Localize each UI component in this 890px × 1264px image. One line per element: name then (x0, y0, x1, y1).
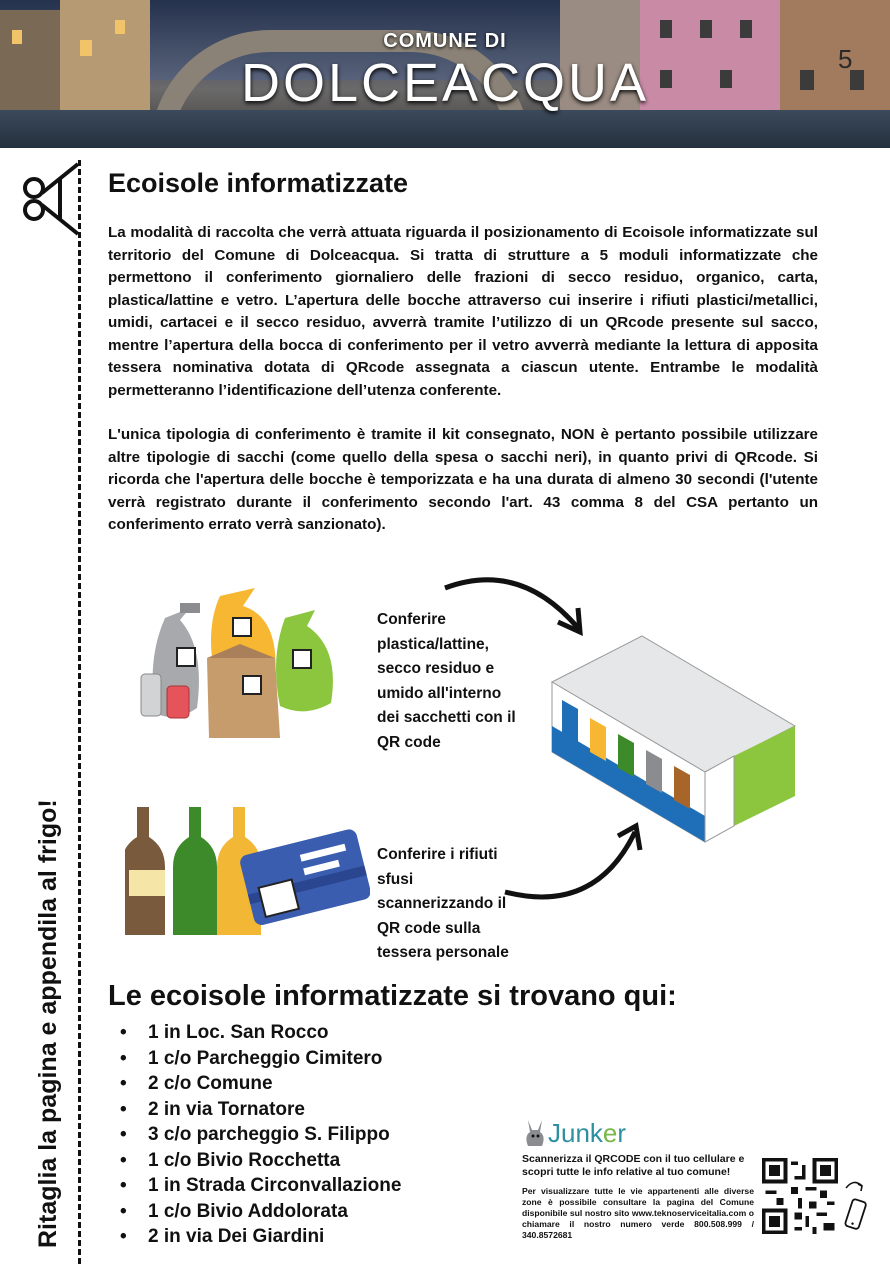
glass-caption: Conferire i rifiuti sfusi scannerizzando il QR code sulla tessera personale (377, 846, 509, 961)
location-item: • 1 c/o Bivio Rocchetta (120, 1148, 401, 1174)
location-item: • 1 c/o Bivio Addolorata (120, 1199, 401, 1225)
paragraph-2: L'unica tipologia di conferimento è tramite il kit consegnato, NON è pertanto possibile utilizzare altre tipologie di sacchi (come quello della spesa o sacchi neri), in quanto privi di QRcode. Si ricorda che l'apertura delle bocche è temporizzata e ha una durata di almeno 30 secondi (l'utente verrà registrato durante il conferimento secondo l'art. 43 comma 8 del CSA pertanto un conferimento errato verrà sanzionato). (108, 426, 818, 533)
bags-caption: Conferire plastica/lattine, secco residuo e umido all'interno dei sacchetti con il QR code (377, 611, 516, 751)
location-item: • 2 in via Tornatore (120, 1097, 401, 1123)
junker-logo-e: e (602, 1118, 618, 1148)
junker-logo-prefix: Junk (548, 1118, 603, 1148)
cut-line (78, 160, 81, 1264)
header-subtitle: COMUNE DI (383, 30, 507, 52)
phone-scan-icon (840, 1174, 870, 1234)
banner-river (0, 110, 890, 148)
junker-headline: Scannerizza il QRCODE con il tuo cellulare e scopri tutte le info relative al tuo comune! (522, 1153, 745, 1178)
location-item: • 2 in via Dei Giardini (120, 1224, 401, 1250)
junker-logo-suffix: r (617, 1118, 627, 1148)
cut-instruction: Ritaglia la pagina e appendila al frigo! (34, 799, 62, 1248)
junker-logo (522, 1118, 626, 1149)
locations-list (120, 1020, 401, 1250)
donkey-mascot-icon (522, 1118, 548, 1148)
header-banner (0, 0, 890, 148)
header-title: DOLCEACQUA (240, 53, 650, 113)
location-item: • 1 c/o Parcheggio Cimitero (120, 1046, 401, 1072)
paragraph-1: La modalità di raccolta che verrà attuata riguarda il posizionamento di Ecoisole informatizzate sul territorio del Comune di Dolceacqua. Si tratta di strutture a 5 moduli informatizzate che permettono il conferimento giornaliero delle frazioni di secco residuo, organico, carta, plastica/lattine e vetro. L’apertura delle bocche attraverso cui inserire i rifiuti plastici/metallici, umidi, cartacei e il secco residuo, avverrà tramite l’utilizzo di un QRcode presente sul sacco, mentre l’apertura della bocca di conferimento per il vetro avverrà mediante la lettura di apposita tessera nominativa dotata di QRcode assegnata a ciascun utente. Entrambe le modalità permetteranno l’identificazione dell’utenza conferente. (108, 224, 818, 399)
location-item: • 1 in Strada Circonvallazione (120, 1173, 401, 1199)
junker-info: Per visualizzare tutte le vie appartenenti alle diverse zone è possibile consultare la pagina del Comune disponibile sul nostro sito www.teknoserviceitalia.com o chiamare il nostro numero verde 800.508.999 / 340.8572681 (522, 1186, 754, 1240)
scissors-icon (22, 158, 80, 240)
qr-code-icon[interactable] (762, 1158, 838, 1234)
locations-title: Le ecoisole informatizzate si trovano qui: (108, 980, 677, 1012)
location-item: • 2 c/o Comune (120, 1071, 401, 1097)
location-item: • 1 in Loc. San Rocco (120, 1020, 401, 1046)
waste-bags-illustration (135, 578, 345, 743)
location-item: • 3 c/o parcheggio S. Filippo (120, 1122, 401, 1148)
section-title: Ecoisole informatizzate (108, 168, 409, 198)
glass-bottles-and-card-illustration (125, 805, 370, 940)
ecoisola-illustration (550, 630, 800, 848)
page-number: 5 (838, 44, 853, 74)
